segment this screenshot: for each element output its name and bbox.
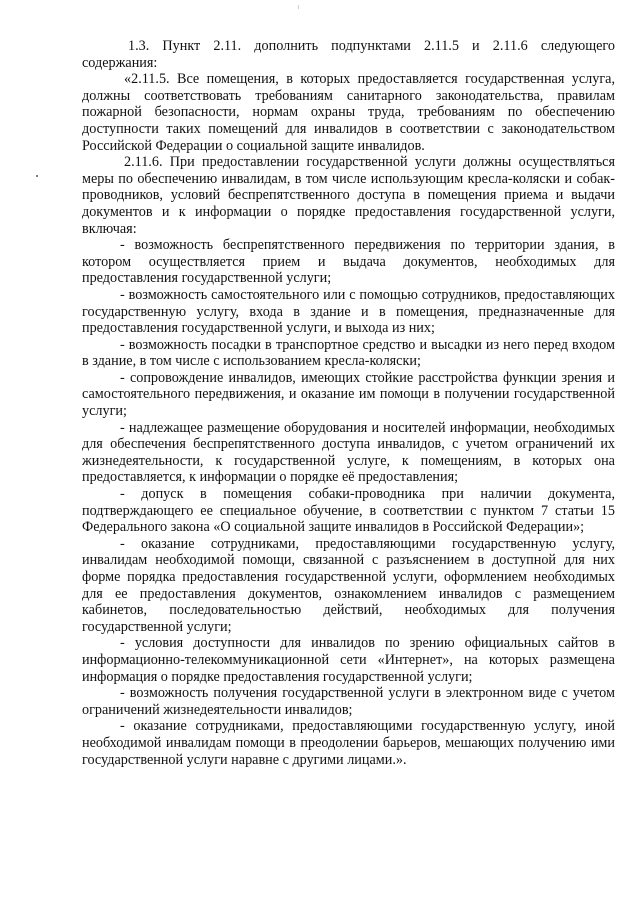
scan-mark bbox=[298, 5, 299, 9]
paragraph-2-11-5: «2.11.5. Все помещения, в которых предоставляется государственная услуга, должны соответствовать требованиям санитарного законодательства, правилам пожарной безопасности, нормам охраны труда, требованиям по обеспечению доступности таких помещений для инвалидов в соответствии с законодательством Российской Федерации о социальной защите инвалидов. bbox=[82, 71, 615, 154]
list-item-websites: - условия доступности для инвалидов по зрению официальных сайтов в информационно-телекоммуникационной сети «Интернет», на которых размещена информация о порядке предоставления государственной услуги; bbox=[82, 635, 615, 685]
paragraph-1-3-intro: 1.3. Пункт 2.11. дополнить подпунктами 2.11.5 и 2.11.6 следующего содержания: bbox=[82, 38, 615, 71]
list-item-transport: - возможность посадки в транспортное средство и высадки из него перед входом в здание, в том числе с использованием кресла-коляски; bbox=[82, 336, 615, 370]
list-item-other-help: - оказание сотрудниками, предоставляющими государственную услугу, иной необходимой инвалидам помощи в преодолении барьеров, мешающих получению ими государственной услуги наравне с другими лицами.». bbox=[82, 718, 615, 768]
list-item-staff-assistance: - оказание сотрудниками, предоставляющими государственную услугу, инвалидам необходимой помощи, связанной с разъяснением в доступной для них форме порядка предоставления государственной услуги, оформлением необходимых для ее предоставления документов, ознакомлением инвалидов с размещением кабинетов, последовательностью действий, необходимых для получения государственной услуги; bbox=[82, 535, 615, 635]
list-item-guide-dog: - допуск в помещения собаки-проводника при наличии документа, подтверждающего ее специальное обучение, в соответствии с пунктом 7 статьи 15 Федерального закона «О социальной защите инвалидов в Российской Федерации»; bbox=[82, 486, 615, 536]
list-item-equipment: - надлежащее размещение оборудования и носителей информации, необходимых для обеспечения беспрепятственного доступа инвалидов, с учетом ограничений их жизнедеятельности, к государственной услуге, к помещениям, в которых она предоставляется, к информации о порядке её предоставления; bbox=[82, 419, 615, 486]
paragraph-2-11-6: 2.11.6. При предоставлении государственной услуги должны осуществляться меры по обеспечению инвалидам, в том числе использующим кресла-коляски и собак-проводников, условий беспрепятственного доступа в помещения приема и выдачи документов и к информации о порядке предоставления государственной услуги, включая: bbox=[82, 154, 615, 237]
list-item-movement: - возможность беспрепятственного передвижения по территории здания, в котором осуществляется прием и выдача документов, необходимых для предоставления государственной услуги; bbox=[82, 237, 615, 287]
margin-dot bbox=[36, 175, 38, 177]
list-item-escort: - сопровождение инвалидов, имеющих стойкие расстройства функции зрения и самостоятельного передвижения, и оказание им помощи в получении государственной услуги; bbox=[82, 369, 615, 420]
list-item-electronic: - возможность получения государственной услуги в электронном виде с учетом ограничений жизнедеятельности инвалидов; bbox=[82, 685, 615, 718]
list-item-entry: - возможность самостоятельного или с помощью сотрудников, предоставляющих государственную услугу, входа в здание и в помещения, предназначенные для предоставления государственной услуги, и выхода из них; bbox=[82, 286, 615, 337]
document-body bbox=[82, 38, 615, 768]
